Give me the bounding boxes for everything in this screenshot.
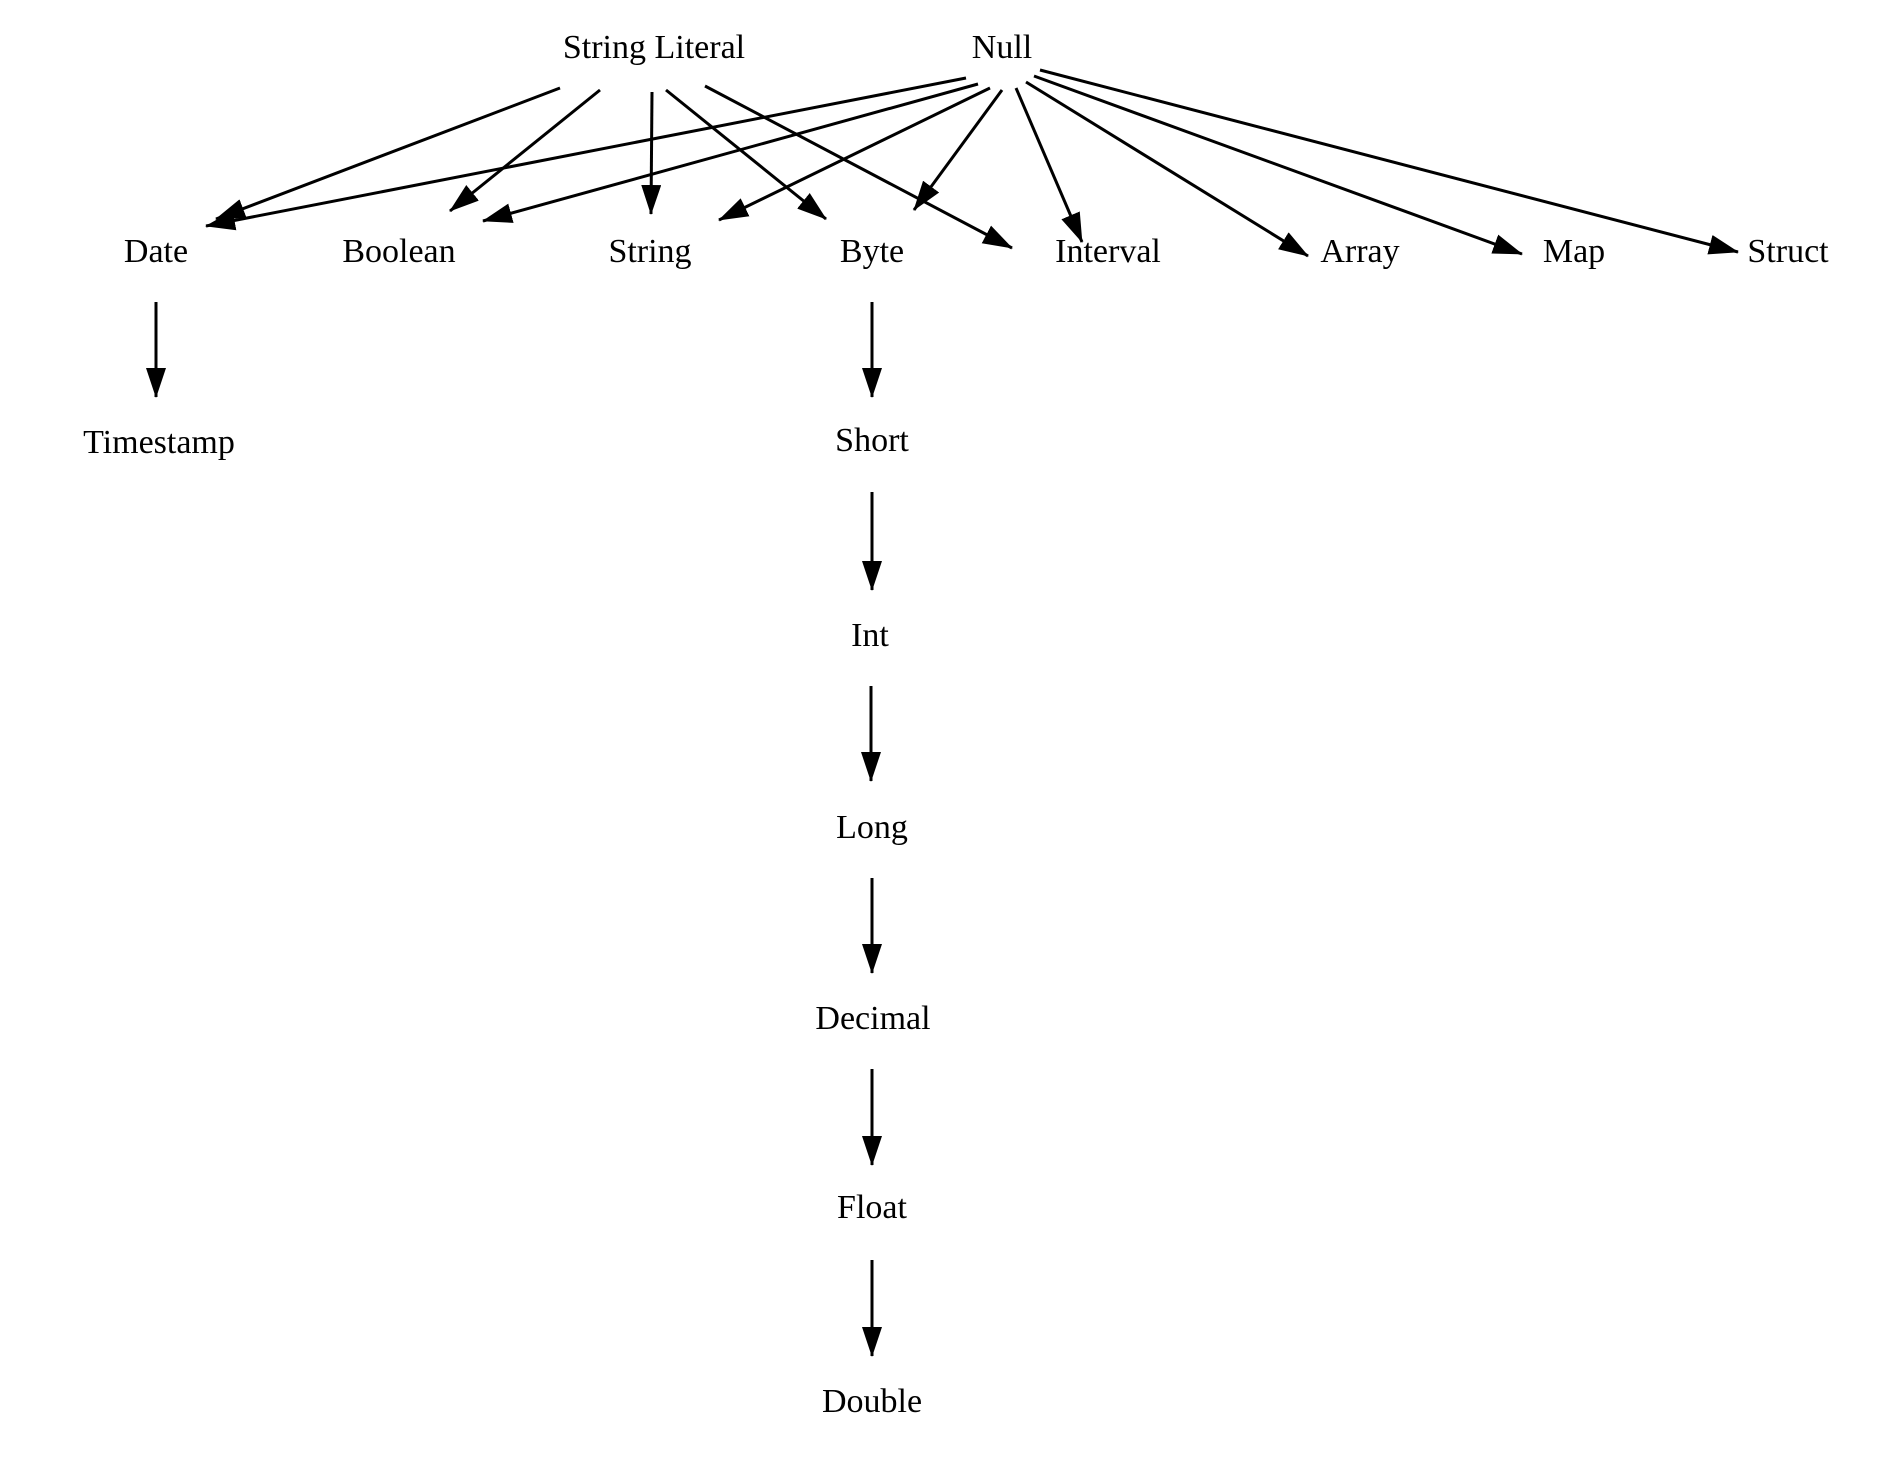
node-decimal: Decimal (815, 1000, 931, 1037)
edge-string-literal-string (651, 92, 652, 214)
node-string-literal: String Literal (562, 29, 746, 66)
node-boolean: Boolean (342, 233, 456, 270)
node-map: Map (1542, 233, 1606, 270)
node-int: Int (851, 617, 889, 654)
edge-string-literal-interval (705, 86, 1012, 248)
edge-null-string (719, 88, 990, 220)
edge-string-literal-boolean (450, 90, 600, 211)
node-double: Double (821, 1383, 923, 1420)
node-array: Array (1320, 233, 1400, 270)
node-timestamp: Timestamp (83, 424, 235, 461)
edge-null-struct (1040, 70, 1738, 252)
node-interval: Interval (1055, 233, 1161, 270)
edge-string-literal-date (216, 88, 560, 219)
node-struct: Struct (1747, 233, 1829, 270)
node-float: Float (837, 1189, 907, 1226)
edge-null-array (1026, 82, 1308, 256)
edge-null-map (1034, 76, 1522, 254)
edge-null-boolean (483, 84, 978, 221)
node-short: Short (835, 422, 909, 459)
node-long: Long (836, 809, 908, 846)
node-null: Null (971, 29, 1033, 66)
node-date: Date (123, 233, 189, 270)
node-byte: Byte (839, 233, 905, 270)
node-string: String (608, 233, 692, 270)
edge-null-byte (914, 90, 1002, 210)
